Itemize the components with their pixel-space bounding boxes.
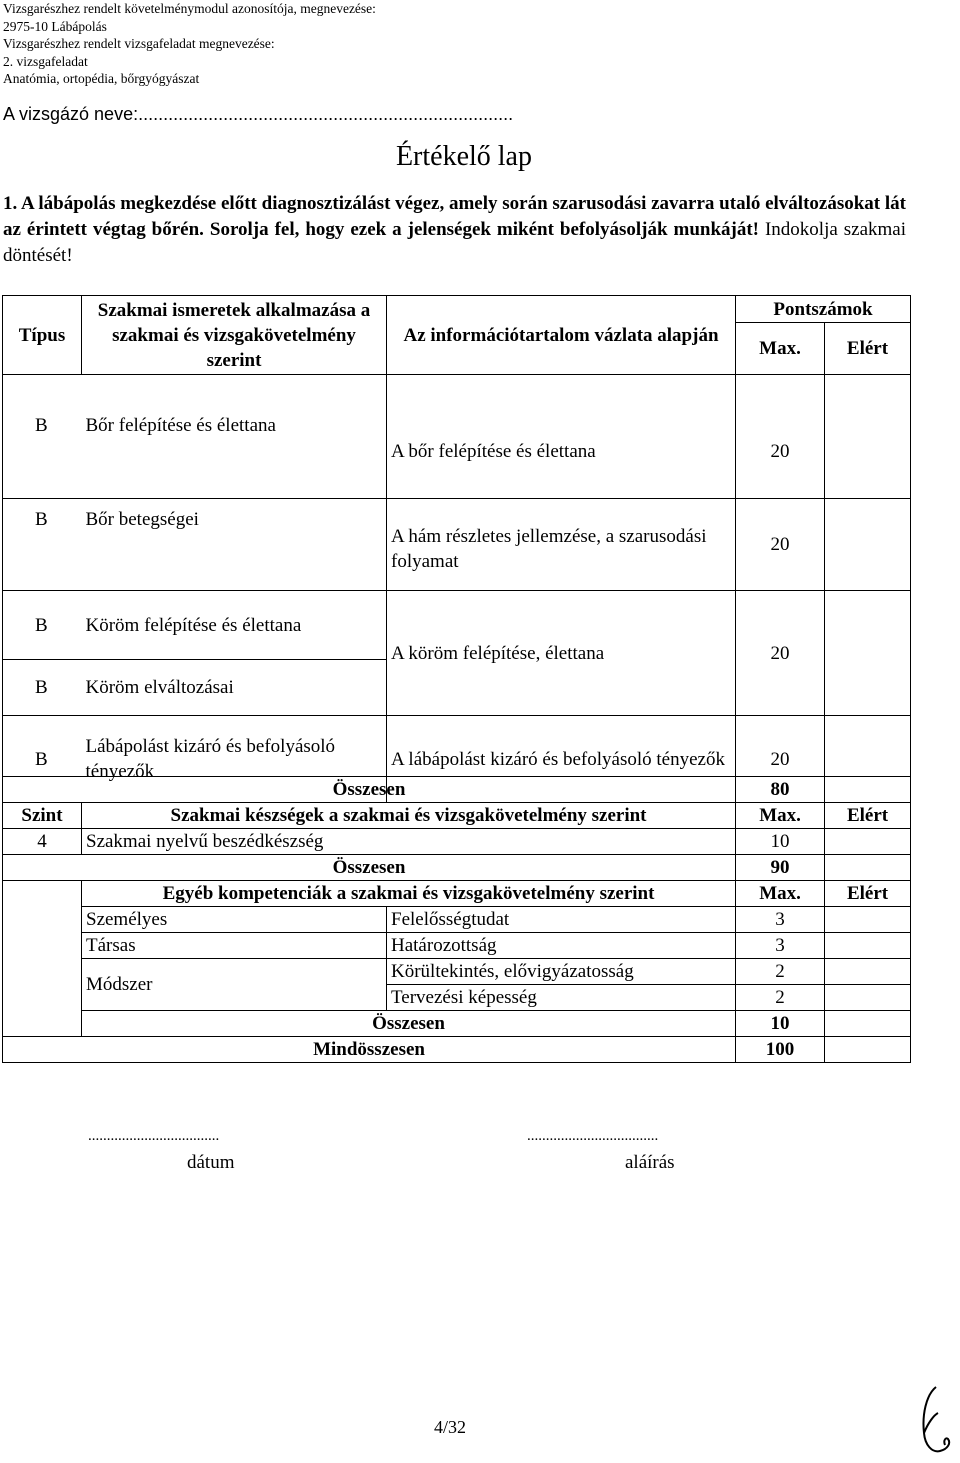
table-row: B Köröm elváltozásai	[3, 660, 911, 716]
signature-label: aláírás	[625, 1152, 675, 1173]
page-number: 4/32	[434, 1417, 467, 1437]
table-row: Összesen 80	[3, 777, 911, 803]
table-row: 4 Szakmai nyelvű beszédkészség 10	[3, 829, 911, 855]
col-type-header: Típus	[3, 296, 82, 375]
achieved-cell[interactable]	[825, 591, 911, 716]
evaluation-table	[2, 295, 911, 803]
task-text: 1. A lábápolás megkezdése előtt diagnosztizálást végez, amely során szarusodási zavarra utaló elváltozásokat lát az érintett végtag bőrén. Sorolja fel, hogy ezek a jelenségek miként befolyásolják munkáját!	[3, 193, 906, 240]
task-description	[3, 191, 906, 269]
achieved-cell[interactable]	[825, 1011, 911, 1037]
header-module-name: 2975-10 Lábápolás	[3, 18, 107, 34]
col-achieved-header: Elért	[825, 323, 911, 375]
table-row: Módszer Körültekintés, elővigyázatosság 2	[3, 959, 911, 985]
header-task-name: Anatómia, ortopédia, bőrgyógyászat	[3, 71, 200, 87]
achieved-cell[interactable]	[825, 777, 911, 803]
date-line[interactable]: ...................................	[88, 1128, 220, 1144]
candidate-name-field[interactable]: A vizsgázó neve:...........................................................................	[3, 104, 514, 124]
task-instruction: Indokolja szakmai döntését!	[3, 219, 906, 266]
achieved-cell[interactable]	[825, 933, 911, 959]
achieved-cell[interactable]	[825, 985, 911, 1011]
page-title: Értékelő lap	[395, 141, 532, 172]
achieved-cell[interactable]	[825, 375, 911, 499]
achieved-cell[interactable]	[825, 855, 911, 881]
table-row: Társas Határozottság 3	[3, 933, 911, 959]
table-row: B Köröm felépítése és élettana A köröm felépítése, élettana 20	[3, 591, 911, 660]
signature-line[interactable]: ...................................	[527, 1128, 659, 1144]
header-module-label: Vizsgarészhez rendelt követelménymodul azonosítója, megnevezése:	[3, 1, 376, 16]
table-row: Mindösszesen 100	[3, 1037, 911, 1063]
table-row: Összesen 10	[3, 1011, 911, 1037]
table-row: Szint Szakmai készségek a szakmai és vizsgakövetelmény szerint Max. Elért	[3, 803, 911, 829]
date-label: dátum	[187, 1152, 235, 1173]
col-max-header: Max.	[736, 323, 825, 375]
col-content-header: Az információtartalom vázlata alapján	[387, 296, 736, 375]
achieved-cell[interactable]	[825, 907, 911, 933]
table-row: Személyes Felelősségtudat 3	[3, 907, 911, 933]
col-points-header: Pontszámok	[736, 296, 911, 323]
table-row: Tervezési képesség 2	[3, 985, 911, 1011]
table-row: B Bőr felépítése és élettana A bőr felépítése és élettana 20	[3, 375, 911, 499]
achieved-cell[interactable]	[825, 499, 911, 591]
achieved-cell[interactable]	[825, 1037, 911, 1063]
header-task-number: 2. vizsgafeladat	[3, 53, 88, 69]
achieved-cell[interactable]	[825, 959, 911, 985]
col-knowledge-header: Szakmai ismeretek alkalmazása a szakmai és vizsgakövetelmény szerint	[82, 296, 387, 375]
achieved-cell[interactable]	[825, 829, 911, 855]
handwritten-signature	[918, 1385, 954, 1457]
document-header	[3, 0, 376, 88]
table-row: B Lábápolást kizáró és befolyásoló tényezők A lábápolást kizáró és befolyásoló tényezők 20	[3, 716, 911, 803]
table-row: B Bőr betegségei A hám részletes jellemzése, a szarusodási folyamat 20	[3, 499, 911, 591]
header-task-label: Vizsgarészhez rendelt vizsgafeladat megnevezése:	[3, 36, 275, 52]
table-row: Összesen 90	[3, 855, 911, 881]
summary-table	[2, 776, 911, 1063]
table-row: Egyéb kompetenciák a szakmai és vizsgakövetelmény szerint Max. Elért	[3, 881, 911, 907]
